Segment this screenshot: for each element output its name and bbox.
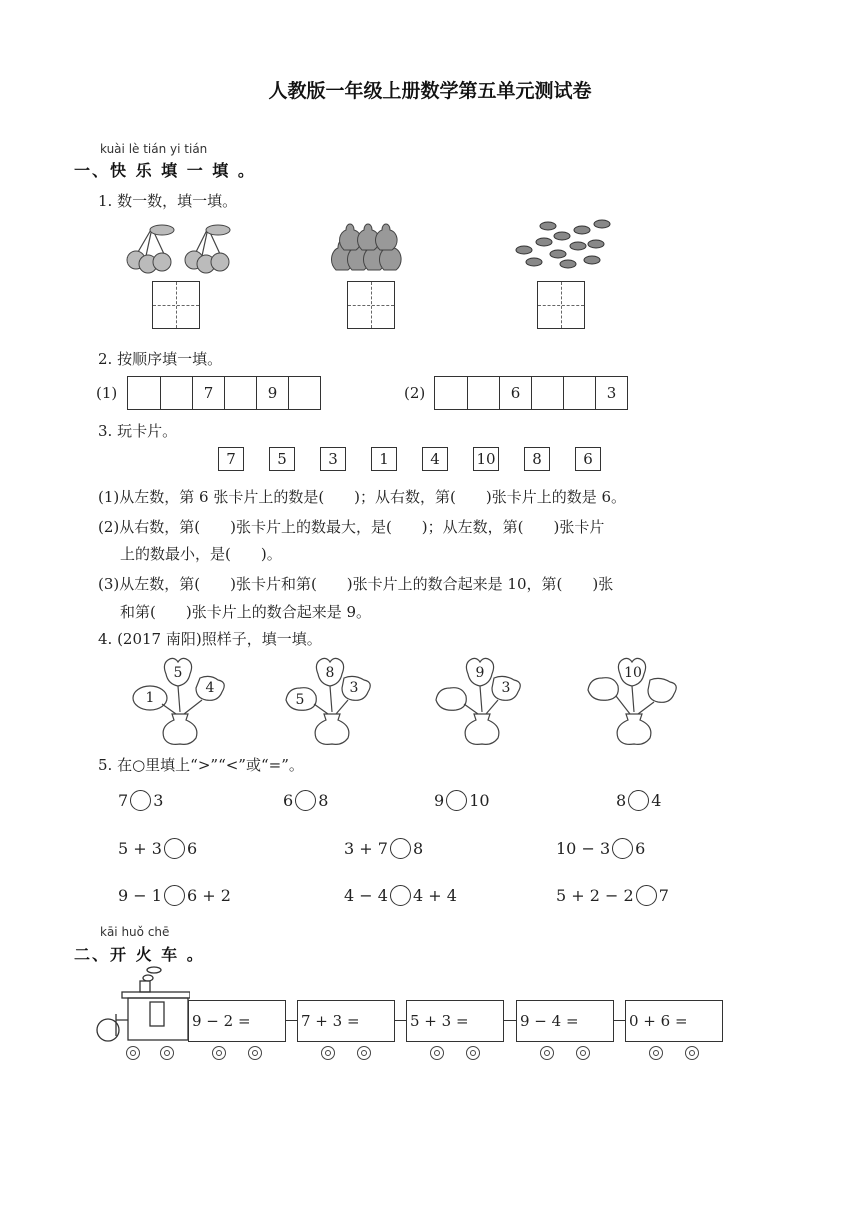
compare-circle[interactable] xyxy=(636,885,657,906)
compare-left: 4 − 4 xyxy=(344,886,388,905)
seq2-cell[interactable] xyxy=(531,377,563,409)
compare-item xyxy=(556,838,645,859)
seq1-cell[interactable] xyxy=(160,377,192,409)
compare-item xyxy=(344,838,423,859)
flower-top-number[interactable]: 8 xyxy=(325,665,335,681)
compare-left: 5 + 2 − 2 xyxy=(556,886,634,905)
seq1-cell[interactable]: 7 xyxy=(192,377,224,409)
wheel-icon xyxy=(540,1046,554,1060)
compare-circle[interactable] xyxy=(628,790,649,811)
seq2-cell[interactable] xyxy=(435,377,467,409)
compare-left: 3 + 7 xyxy=(344,839,388,858)
compare-circle[interactable] xyxy=(446,790,467,811)
flower-right-number[interactable]: 4 xyxy=(205,680,215,696)
compare-right: 7 xyxy=(658,886,669,905)
compare-right: 4 xyxy=(651,791,662,810)
coupler xyxy=(395,1020,406,1021)
q1-text: 1. 数一数，填一填。 xyxy=(98,192,238,210)
wheel-icon xyxy=(466,1046,480,1060)
seq2-cell[interactable]: 3 xyxy=(595,377,627,409)
wheel-icon xyxy=(649,1046,663,1060)
compare-circle[interactable] xyxy=(390,838,411,859)
seq1-cell[interactable] xyxy=(224,377,256,409)
compare-left: 8 xyxy=(616,791,627,810)
flower-left-number[interactable]: 5 xyxy=(295,692,305,708)
cherry-icon xyxy=(116,220,242,276)
train-car[interactable]: 5 + 3 = xyxy=(406,1000,504,1042)
seq2-row xyxy=(434,376,628,410)
q3-text: 3. 玩卡片。 xyxy=(98,422,178,440)
wheel-icon xyxy=(126,1046,140,1060)
q3-line5: 和第( )张卡片上的数合起来是 9。 xyxy=(120,603,372,621)
compare-circle[interactable] xyxy=(164,885,185,906)
train-engine-icon xyxy=(94,966,190,1046)
seq2-label: (2) xyxy=(404,384,426,402)
number-card: 1 xyxy=(371,447,397,471)
coupler xyxy=(286,1020,297,1021)
compare-right: 6 + 2 xyxy=(186,886,231,905)
section2-pinyin: kāi huǒ chē xyxy=(100,925,170,939)
q3-line1: (1)从左数，第 6 张卡片上的数是( )；从右数，第( )张卡片上的数是 6。 xyxy=(98,488,627,506)
compare-left: 5 + 3 xyxy=(118,839,162,858)
number-card: 7 xyxy=(218,447,244,471)
q5-text: 5. 在○里填上“>”“<”或“=”。 xyxy=(98,756,304,774)
wheel-icon xyxy=(430,1046,444,1060)
compare-circle[interactable] xyxy=(130,790,151,811)
seq1-row xyxy=(127,376,321,410)
section1-heading: 一、快 乐 填 一 填 。 xyxy=(74,161,256,180)
coupler xyxy=(614,1020,625,1021)
train-car[interactable]: 9 − 2 = xyxy=(188,1000,286,1042)
compare-right: 6 xyxy=(186,839,198,858)
compare-item xyxy=(616,790,661,811)
compare-circle[interactable] xyxy=(164,838,185,859)
seq2-cell[interactable] xyxy=(563,377,595,409)
compare-right: 3 xyxy=(153,791,164,810)
q3-line3: 上的数最小，是( )。 xyxy=(120,545,282,563)
compare-circle[interactable] xyxy=(295,790,316,811)
compare-item xyxy=(556,885,669,906)
train-car[interactable]: 9 − 4 = xyxy=(516,1000,614,1042)
train-car[interactable]: 0 + 6 = xyxy=(625,1000,723,1042)
compare-right: 6 xyxy=(635,839,646,858)
pear-icon xyxy=(328,220,402,276)
wheel-icon xyxy=(321,1046,335,1060)
flower-vase xyxy=(432,656,542,746)
flower-right-number[interactable]: 3 xyxy=(349,680,359,696)
answer-box-pears[interactable] xyxy=(347,281,395,329)
wheel-icon xyxy=(357,1046,371,1060)
wheel-icon xyxy=(160,1046,174,1060)
number-card: 6 xyxy=(575,447,601,471)
compare-item xyxy=(118,885,231,906)
compare-left: 10 − 3 xyxy=(556,839,611,858)
compare-right: 8 xyxy=(412,839,424,858)
coupler xyxy=(504,1020,516,1021)
answer-box-cherries[interactable] xyxy=(152,281,200,329)
compare-circle[interactable] xyxy=(612,838,633,859)
compare-circle[interactable] xyxy=(390,885,411,906)
train-car[interactable]: 7 + 3 = xyxy=(297,1000,395,1042)
compare-item xyxy=(118,790,163,811)
flower-right-number[interactable]: 3 xyxy=(501,680,511,696)
seq2-cell[interactable]: 6 xyxy=(499,377,531,409)
compare-right: 10 xyxy=(469,791,490,810)
section1-pinyin: kuài lè tián yi tián xyxy=(100,142,208,156)
flower-vase xyxy=(584,656,694,746)
compare-item xyxy=(118,838,197,859)
compare-left: 6 xyxy=(283,791,294,810)
seq1-cell[interactable] xyxy=(288,377,320,409)
compare-right: 4 + 4 xyxy=(412,886,457,905)
number-card: 3 xyxy=(320,447,346,471)
compare-item xyxy=(283,790,328,811)
flower-left-number[interactable]: 1 xyxy=(145,690,155,706)
seq2-cell[interactable] xyxy=(467,377,499,409)
number-card: 5 xyxy=(269,447,295,471)
wheel-icon xyxy=(248,1046,262,1060)
q3-line4: (3)从左数，第( )张卡片和第( )张卡片上的数合起来是 10，第( )张 xyxy=(98,575,614,593)
flower-vase xyxy=(282,656,392,746)
wheel-icon xyxy=(212,1046,226,1060)
q4-text: 4. (2017 南阳)照样子，填一填。 xyxy=(98,630,322,648)
candy-icon xyxy=(508,214,614,272)
wheel-icon xyxy=(685,1046,699,1060)
compare-item xyxy=(434,790,490,811)
flower-vase xyxy=(130,656,240,746)
number-card: 8 xyxy=(524,447,550,471)
compare-left: 7 xyxy=(118,791,129,810)
section2-heading: 二、开 火 车 。 xyxy=(74,945,205,964)
seq1-label: (1) xyxy=(96,384,118,402)
answer-box-candies[interactable] xyxy=(537,281,585,329)
seq1-cell[interactable] xyxy=(128,377,160,409)
flower-top-number[interactable]: 10 xyxy=(624,665,642,681)
q2-text: 2. 按顺序填一填。 xyxy=(98,350,223,368)
flower-top-number[interactable]: 9 xyxy=(475,665,485,681)
page-title: 人教版一年级上册数学第五单元测试卷 xyxy=(268,80,592,102)
q3-line2: (2)从右数，第( )张卡片上的数最大，是( )；从左数，第( )张卡片 xyxy=(98,518,605,536)
compare-left: 9 − 1 xyxy=(118,886,162,905)
compare-left: 9 xyxy=(434,791,445,810)
wheel-icon xyxy=(576,1046,590,1060)
flower-top-number[interactable]: 5 xyxy=(173,665,183,681)
number-card: 4 xyxy=(422,447,448,471)
number-card: 10 xyxy=(473,447,499,471)
seq1-cell[interactable]: 9 xyxy=(256,377,288,409)
compare-right: 8 xyxy=(318,791,329,810)
compare-item xyxy=(344,885,457,906)
